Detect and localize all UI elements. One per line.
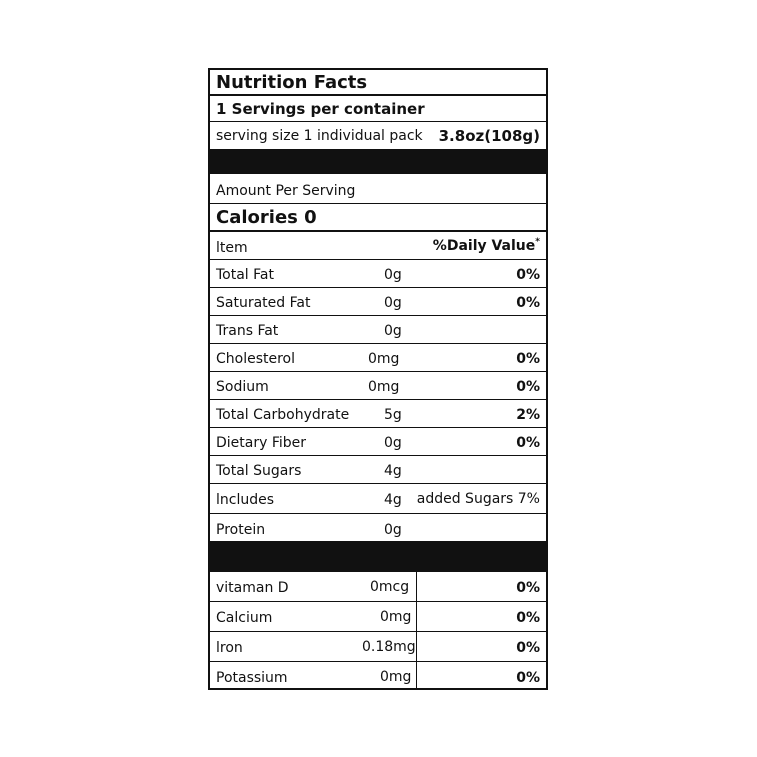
nutrient-name: Saturated Fat: [216, 295, 311, 311]
nutrient-row: [210, 400, 546, 428]
vitamin-name: lron: [216, 640, 243, 656]
nutrient-daily-value: 2%: [516, 407, 540, 423]
column-header-row: [210, 232, 546, 260]
vitamin-name: vitaman D: [216, 580, 289, 596]
nutrient-name: Dietary Fiber: [216, 435, 307, 451]
servings-per-container: 1 Servings per container: [216, 100, 425, 118]
nutrient-name: Cholesterol: [216, 351, 296, 367]
vitamin-row: [210, 662, 546, 690]
vitamin-column-divider: [416, 602, 417, 631]
vitamin-amount: 0.18mg: [362, 639, 416, 655]
vitamin-amount: 0mcg: [370, 579, 410, 595]
nutrient-row: [210, 456, 546, 484]
title-row: [210, 70, 546, 96]
nutrition-facts-label: [208, 68, 548, 690]
vitamin-daily-value: 0%: [516, 670, 540, 686]
nutrient-daily-value: 0%: [516, 379, 540, 395]
serving-size-label: serving size 1 individual pack: [216, 128, 423, 144]
nutrient-row: [210, 514, 546, 542]
nutrient-amount: 0g: [384, 267, 402, 283]
nutrient-daily-value: 0%: [516, 295, 540, 311]
nutrient-amount: 0mg: [368, 351, 400, 367]
nutrient-daily-value: 0%: [516, 351, 540, 367]
nutrient-row: [210, 260, 546, 288]
vitamin-daily-value: 0%: [516, 580, 540, 596]
serving-size-row: [210, 122, 546, 150]
nutrient-row: [210, 372, 546, 400]
nutrient-name: Total Fat: [216, 267, 274, 283]
vitamin-daily-value: 0%: [516, 610, 540, 626]
daily-value-footnote-mark: *: [535, 237, 540, 247]
daily-value-header: [433, 239, 540, 253]
top-divider-bar: [210, 150, 546, 174]
daily-value-label: %Daily Value: [432, 238, 536, 254]
nutrient-amount: 0g: [384, 435, 402, 451]
vitamin-column-divider: [416, 662, 417, 690]
vitamin-column-divider: [416, 572, 417, 601]
servings-row: [210, 96, 546, 122]
item-column-header: ltem: [216, 240, 248, 256]
middle-divider-bar: [210, 542, 546, 572]
vitamin-row: [210, 602, 546, 632]
vitamin-row: [210, 572, 546, 602]
vitamin-name: Calcium: [216, 610, 273, 626]
nutrient-row: [210, 484, 546, 514]
vitamin-amount: 0mg: [380, 669, 412, 685]
nutrient-amount: 0g: [384, 295, 402, 311]
nutrient-amount: 0g: [384, 522, 402, 538]
nutrient-amount: 0g: [384, 323, 402, 339]
amount-per-serving: Amount Per Serving: [216, 183, 356, 199]
vitamin-row: [210, 632, 546, 662]
serving-size-value: 3.8oz(108g): [438, 127, 540, 145]
amount-per-serving-row: [210, 174, 546, 204]
vitamin-column-divider: [416, 632, 417, 661]
nutrient-name: Total Sugars: [216, 463, 302, 479]
nutrient-amount: 0mg: [368, 379, 400, 395]
nutrient-name: Protein: [216, 522, 266, 538]
nutrient-amount: 5g: [384, 407, 402, 423]
nutrient-row: [210, 344, 546, 372]
nutrient-daily-value: 0%: [516, 267, 540, 283]
calories: Calories 0: [216, 207, 317, 228]
nutrient-row: [210, 288, 546, 316]
nutrient-daily-value: 0%: [516, 435, 540, 451]
vitamin-name: Potassium: [216, 670, 288, 686]
label-title: Nutrition Facts: [216, 72, 368, 93]
nutrient-row: [210, 316, 546, 344]
nutrient-amount: 4g: [384, 463, 402, 479]
nutrient-row: [210, 428, 546, 456]
vitamin-amount: 0mg: [380, 609, 412, 625]
nutrient-name: lncludes: [216, 492, 275, 508]
nutrient-name: Trans Fat: [216, 323, 279, 339]
nutrient-name: Total Carbohydrate: [216, 407, 350, 423]
nutrient-daily-value: added Sugars 7%: [416, 491, 540, 507]
calories-row: [210, 204, 546, 232]
nutrient-name: Sodium: [216, 379, 269, 395]
nutrient-amount: 4g: [384, 492, 402, 508]
vitamin-daily-value: 0%: [516, 640, 540, 656]
